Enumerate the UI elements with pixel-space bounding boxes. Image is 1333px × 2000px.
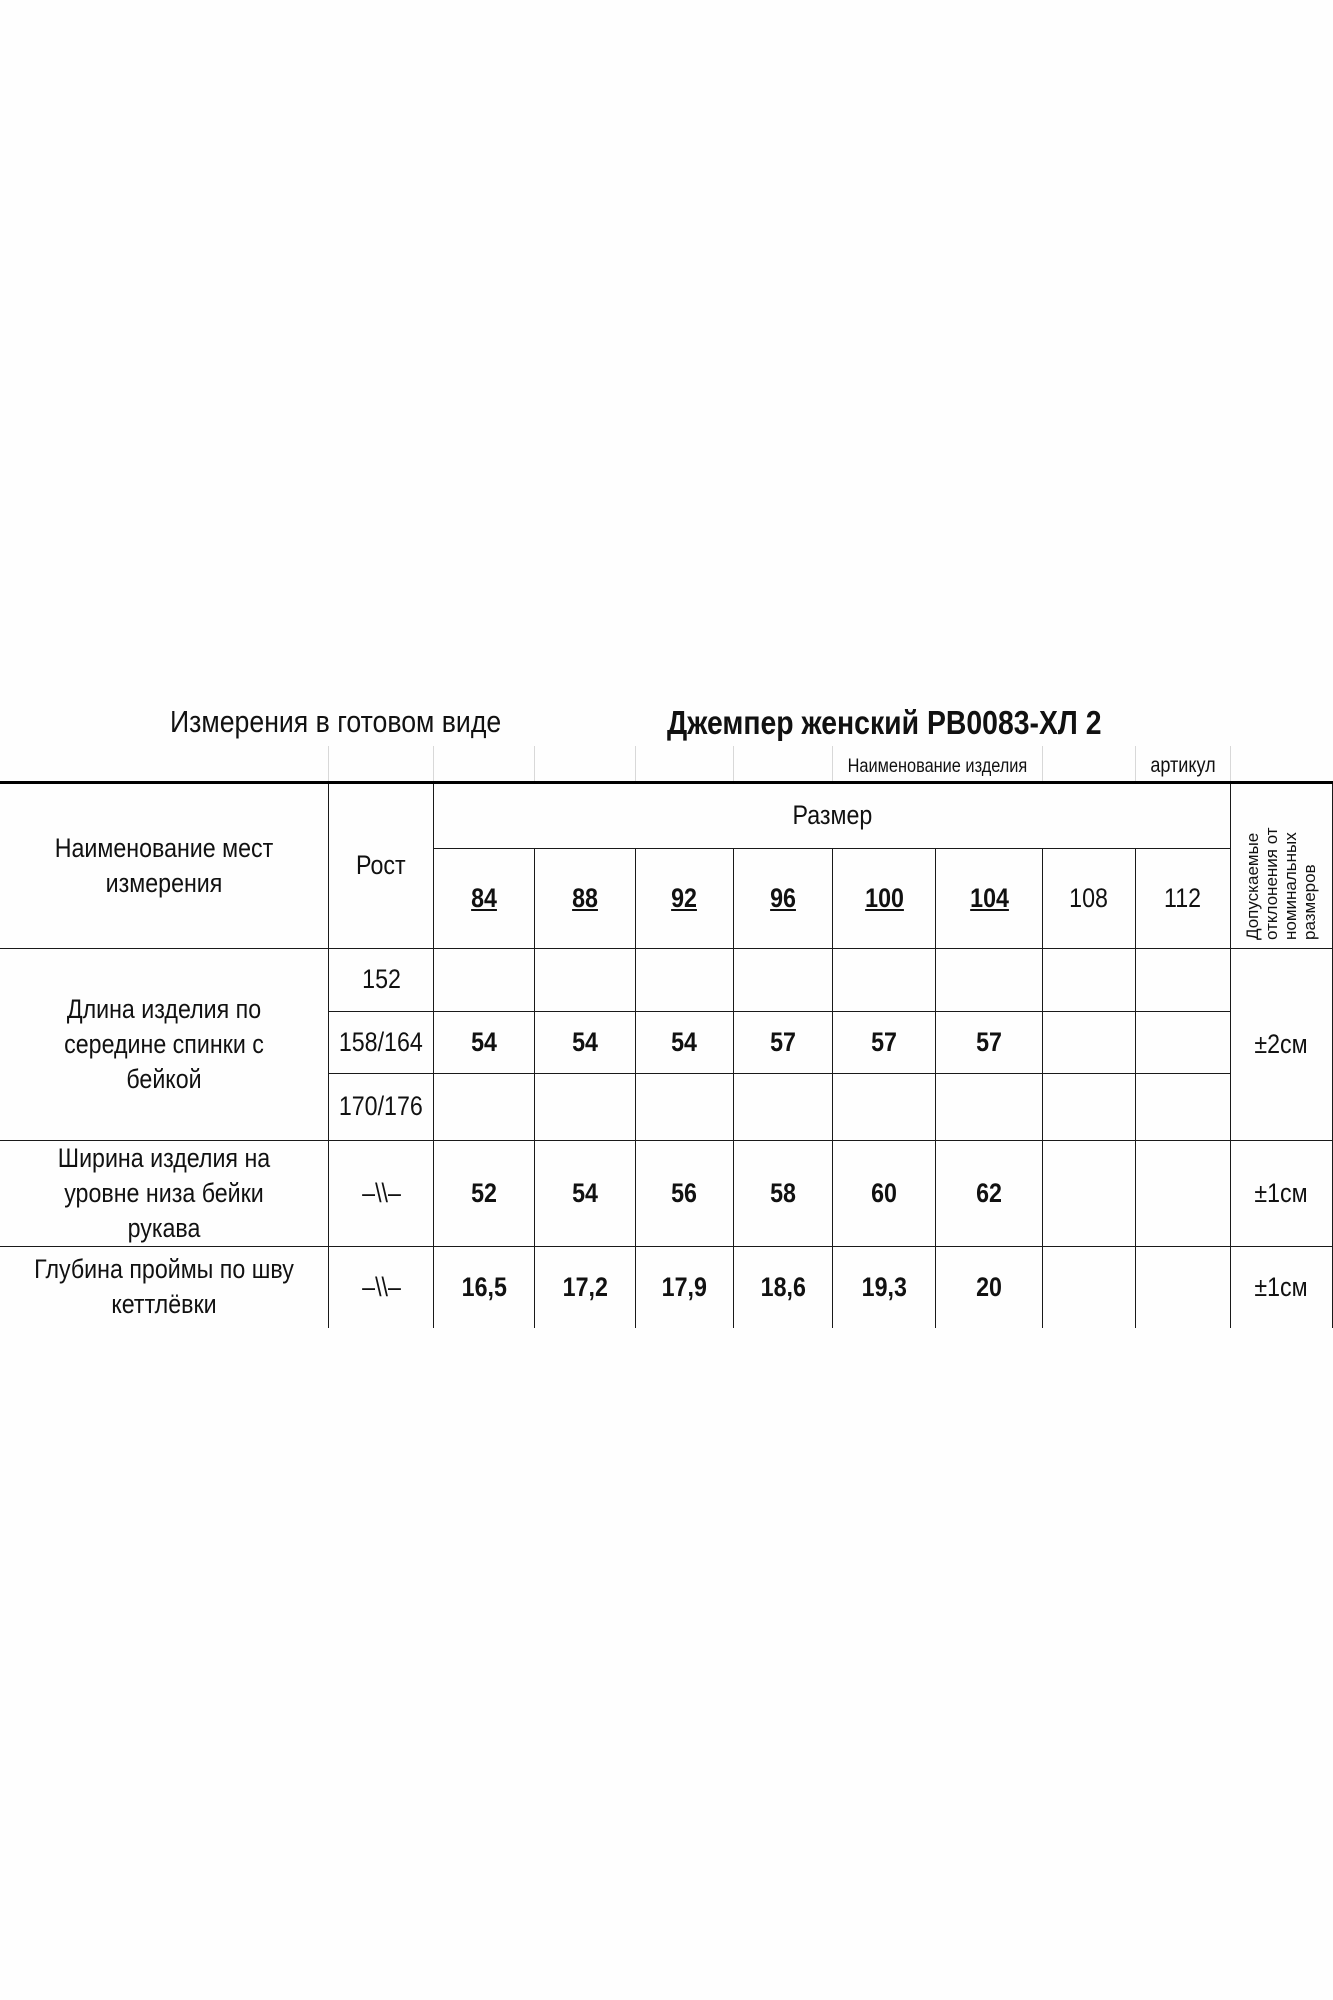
size-header: Размер — [433, 782, 1230, 848]
tolerance-cell: ±1см — [1230, 1246, 1332, 1328]
height-header: Рост — [329, 782, 434, 948]
height-cell: –\\– — [329, 1246, 434, 1328]
product-title: Джемпер женский PB0083-ХЛ 2 — [667, 704, 1102, 741]
size-cell: 96 — [733, 848, 832, 948]
product-name-label: Наименование изделия — [833, 746, 1043, 782]
tolerance-cell: ±1см — [1230, 1140, 1332, 1246]
tolerance-cell: ±2см — [1230, 948, 1332, 1140]
tolerance-header: Допускаемые отклонения от номинальных размеров — [1230, 782, 1332, 948]
measure-name: Глубина проймы по шву кеттлёвки — [0, 1246, 329, 1328]
header-strip — [0, 746, 1333, 782]
height-cell: –\\– — [329, 1140, 434, 1246]
size-cell: 100 — [833, 848, 936, 948]
table-row: Ширина изделия на уровне низа бейки рукава –\\– 52 54 56 58 60 62 ±1см — [0, 1140, 1333, 1246]
height-cell: 170/176 — [329, 1073, 434, 1140]
size-cell: 88 — [535, 848, 635, 948]
measure-header: Наименование мест измерения — [0, 782, 329, 948]
size-cell: 84 — [433, 848, 534, 948]
measure-name: Ширина изделия на уровне низа бейки рукава — [0, 1140, 329, 1246]
measure-name: Длина изделия по середине спинки с бейкой — [0, 948, 329, 1140]
size-table — [0, 746, 1333, 1328]
size-cell: 92 — [635, 848, 733, 948]
height-cell: 152 — [329, 948, 434, 1011]
article-label: артикул — [1135, 746, 1230, 782]
size-cell: 112 — [1135, 848, 1230, 948]
size-cell: 104 — [936, 848, 1043, 948]
table-row: Глубина проймы по шву кеттлёвки –\\– 16,5 17,2 17,9 18,6 19,3 20 ±1см — [0, 1246, 1333, 1328]
height-cell: 158/164 — [329, 1011, 434, 1073]
table-row — [0, 948, 1333, 1011]
table-row: 158/164 54 54 54 57 57 57 — [0, 1011, 1333, 1073]
size-cell: 108 — [1043, 848, 1135, 948]
measurements-title: Измерения в готовом виде — [170, 704, 502, 739]
